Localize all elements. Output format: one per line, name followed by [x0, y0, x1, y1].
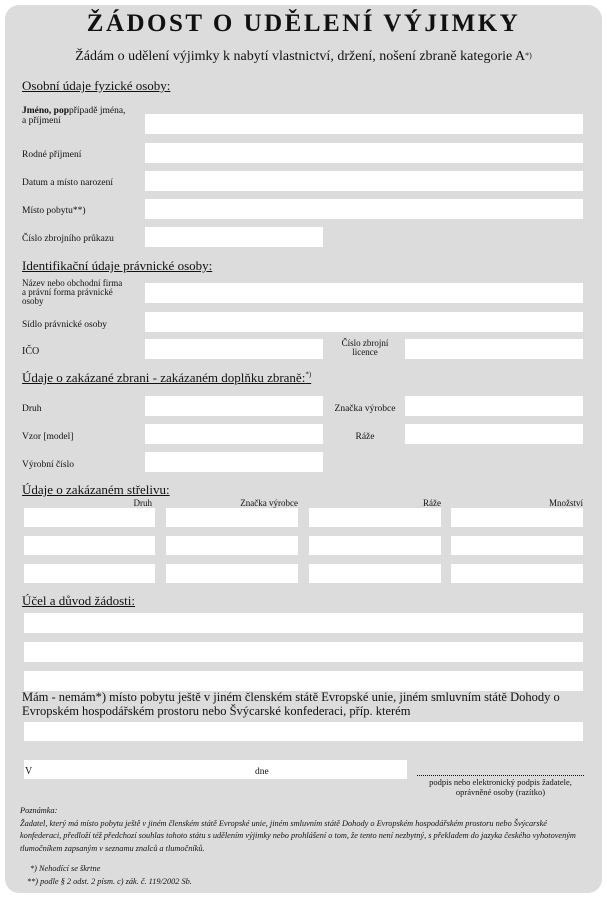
ammo-row1-brand[interactable]	[166, 508, 298, 527]
birth-date-place-field[interactable]	[145, 171, 583, 191]
ammo-row3-quantity[interactable]	[451, 564, 583, 583]
birth-surname-field[interactable]	[145, 143, 583, 163]
ammo-col-brand: Značka výrobce	[240, 498, 298, 508]
residence-label: Místo pobytu**)	[22, 206, 86, 216]
gun-license-field[interactable]	[145, 227, 323, 247]
weapon-brand-label: Značka výrobce	[334, 404, 396, 414]
weapon-caliber-field[interactable]	[405, 424, 583, 444]
license-number-field[interactable]	[405, 339, 583, 359]
ammo-col-caliber: Ráže	[423, 498, 441, 508]
weapon-serial-field[interactable]	[145, 452, 323, 472]
form-title: ŽÁDOST O UDĚLENÍ VÝJIMKY	[86, 10, 521, 37]
ammo-row2-type[interactable]	[24, 536, 155, 555]
personal-section-heading: Osobní údaje fyzické osoby:	[22, 78, 171, 93]
place-label: V	[25, 766, 33, 777]
ammo-col-type: Druh	[133, 498, 152, 508]
weapon-brand-field[interactable]	[405, 396, 583, 416]
notes-text: Žadatel, který má místo pobytu ještě v jiném členském státě Evropské unie, jiném smluvním státě Dohody o Evropském hospodářském prostoru nebo Švýcarské konfederaci, předloží též předchozí souhlas tohoto státu s udělením výjimky nebo prohlášení o tom, že tento není nezbytný, s překladem do jazyka českého vyhotoveným tlumočníkem zapsaným v seznamu znalců a tlumočníků.	[20, 819, 576, 853]
signature-line	[417, 775, 584, 776]
legal-name-field[interactable]	[145, 283, 583, 303]
signature-caption: podpis nebo elektronický podpis žadatele, oprávněné osoby (razítko)	[429, 777, 572, 797]
legal-name-label: Název nebo obchodní firma a právní forma právnické osoby	[22, 278, 123, 306]
name-field[interactable]	[145, 114, 583, 134]
footnote-law-reference: **) podle § 2 odst. 2 písm. c) zák. č. 119/2002 Sb.	[27, 877, 192, 886]
purpose-line-3[interactable]	[24, 671, 583, 691]
gun-license-label: Číslo zbrojního průkazu	[22, 234, 114, 244]
birth-date-place-label: Datum a místo narození	[22, 178, 114, 188]
legal-seat-field[interactable]	[145, 312, 583, 332]
ammo-row3-caliber[interactable]	[309, 564, 441, 583]
ammo-row2-quantity[interactable]	[451, 536, 583, 555]
ammo-row2-caliber[interactable]	[309, 536, 441, 555]
date-label: dne	[255, 767, 269, 777]
weapon-type-field[interactable]	[145, 396, 323, 416]
purpose-line-2[interactable]	[24, 642, 583, 662]
ammo-row1-caliber[interactable]	[309, 508, 441, 527]
ammo-row3-type[interactable]	[24, 564, 155, 583]
legal-seat-label: Sídlo právnické osoby	[22, 320, 107, 330]
ammo-row2-brand[interactable]	[166, 536, 298, 555]
legal-section-heading: Identifikační údaje právnické osoby:	[22, 258, 213, 273]
weapon-caliber-label: Ráže	[355, 432, 375, 442]
weapon-model-field[interactable]	[145, 424, 323, 444]
birth-surname-label: Rodné příjmení	[22, 150, 82, 160]
weapon-serial-label: Výrobní číslo	[22, 460, 74, 470]
ammo-row1-quantity[interactable]	[451, 508, 583, 527]
weapon-section-heading: Údaje o zakázané zbrani - zakázaném doplňku zbraně:*)	[22, 370, 312, 385]
notes-heading: Poznámka:	[20, 806, 58, 815]
ico-label: IČO	[22, 346, 40, 357]
other-state-field[interactable]	[24, 722, 583, 741]
residence-statement: Mám - nemám*) místo pobytu ještě v jiném členském státě Evropské unie, jiném smluvním státě Dohody o Evropském hospodářském prostoru nebo Švýcarské konfederaci, příp. kterém	[22, 690, 560, 718]
ico-field[interactable]	[145, 339, 323, 359]
weapon-type-label: Druh	[22, 404, 42, 414]
name-label: Jméno, poppřípadě jména, a příjmení	[22, 106, 126, 126]
residence-field[interactable]	[145, 199, 583, 219]
ammo-row1-type[interactable]	[24, 508, 155, 527]
purpose-section-heading: Účel a důvod žádosti:	[22, 593, 135, 608]
form-subtitle: Žádám o udělení výjimky k nabytí vlastnictví, držení, nošení zbraně kategorie A*)	[75, 49, 532, 64]
ammo-section-heading: Údaje o zakázaném střelivu:	[22, 482, 170, 497]
ammo-row3-brand[interactable]	[166, 564, 298, 583]
place-date-field[interactable]	[24, 760, 407, 779]
license-number-label: Číslo zbrojní licence	[341, 338, 389, 357]
purpose-line-1[interactable]	[24, 613, 583, 633]
weapon-model-label: Vzor [model]	[22, 432, 74, 442]
footnote-not-applicable: *) Nehodící se škrtne	[30, 864, 101, 873]
ammo-col-quantity: Množství	[548, 498, 583, 508]
